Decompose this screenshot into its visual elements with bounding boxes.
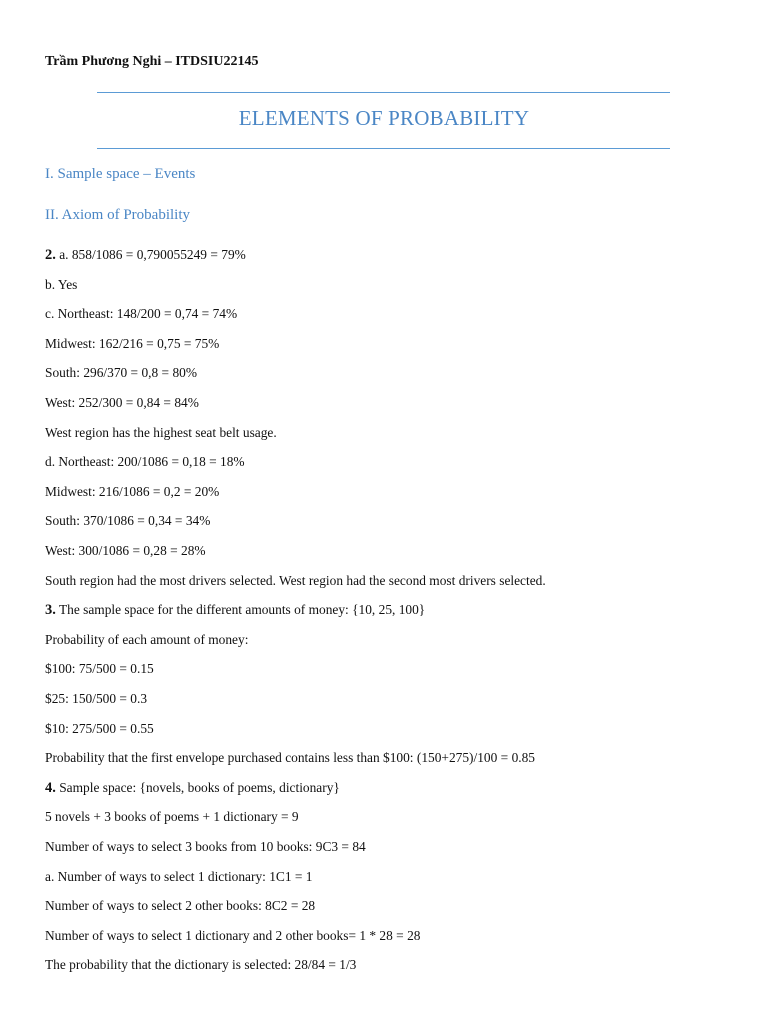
question-number: 2.	[45, 247, 56, 263]
title-rule-top	[97, 92, 670, 93]
text-line	[45, 573, 546, 589]
text-line	[45, 809, 299, 825]
line-text: South: 370/1086 = 0,34 = 34%	[45, 513, 211, 529]
line-text: d. Northeast: 200/1086 = 0,18 = 18%	[45, 454, 245, 470]
line-text: Probability of each amount of money:	[45, 631, 249, 647]
text-line	[45, 957, 356, 973]
title-rule-bottom	[97, 148, 670, 149]
line-text: c. Northeast: 148/200 = 0,74 = 74%	[45, 306, 238, 322]
text-line	[45, 336, 219, 352]
text-line	[45, 869, 313, 885]
text-line	[45, 484, 219, 500]
author-line: Trầm Phương Nghi – ITDSIU22145	[45, 54, 259, 69]
text-line	[45, 898, 315, 914]
line-text: 5 novels + 3 books of poems + 1 dictionary = 9	[45, 809, 299, 825]
text-line	[45, 721, 154, 737]
text-line	[45, 277, 77, 293]
text-line	[45, 513, 210, 529]
section-heading-axiom: II. Axiom of Probability	[45, 207, 190, 223]
line-text: b. Yes	[45, 276, 78, 292]
question-number: 4.	[45, 779, 56, 796]
text-line	[45, 661, 154, 677]
line-text: West: 300/1086 = 0,28 = 28%	[45, 543, 206, 558]
text-line	[45, 691, 147, 707]
section-heading-sample-space: I. Sample space – Events	[45, 166, 196, 182]
line-text: West region has the highest seat belt usage.	[45, 424, 277, 440]
line-text: West: 252/300 = 0,84 = 84%	[45, 395, 199, 410]
line-text: The probability that the dictionary is selected: 28/84 = 1/3	[45, 957, 357, 973]
line-text: $25: 150/500 = 0.3	[45, 691, 148, 706]
line-text: a. Number of ways to select 1 dictionary: 1C1 = 1	[45, 868, 313, 884]
line-text: Midwest: 162/216 = 0,75 = 75%	[45, 335, 220, 351]
line-text: Sample space: {novels, books of poems, dictionary}	[55, 779, 340, 795]
line-text: South region had the most drivers selected. West region had the second most drivers selected.	[45, 572, 546, 588]
text-line	[45, 928, 420, 944]
document-title: ELEMENTS OF PROBABILITY	[238, 106, 530, 130]
line-text: $100: 75/500 = 0.15	[45, 661, 154, 677]
line-text: Probability that the first envelope purchased contains less than $100: (150+275)/100 = 0.85	[45, 750, 536, 766]
line-text: Number of ways to select 3 books from 10 books: 9C3 = 84	[45, 839, 366, 854]
text-line	[45, 750, 535, 766]
question-number: 3.	[45, 602, 56, 619]
line-text: The sample space for the different amounts of money: {10, 25, 100}	[55, 602, 426, 618]
text-line	[45, 602, 425, 618]
line-text: a. 858/1086 = 0,790055249 = 79%	[55, 247, 246, 262]
line-text: $10: 275/500 = 0.55	[45, 720, 154, 736]
text-line	[45, 632, 248, 648]
line-text: Number of ways to select 1 dictionary and 2 other books= 1 * 28 = 28	[45, 927, 421, 943]
text-line	[45, 454, 245, 470]
text-line	[45, 395, 199, 411]
text-line	[45, 425, 277, 441]
text-line	[45, 543, 206, 559]
line-text: Number of ways to select 2 other books: 8C2 = 28	[45, 898, 316, 914]
text-line	[45, 839, 366, 855]
text-line	[45, 365, 197, 381]
text-line	[45, 780, 340, 796]
text-line	[45, 247, 246, 263]
text-line	[45, 306, 237, 322]
line-text: Midwest: 216/1086 = 0,2 = 20%	[45, 483, 220, 499]
line-text: South: 296/370 = 0,8 = 80%	[45, 365, 197, 381]
